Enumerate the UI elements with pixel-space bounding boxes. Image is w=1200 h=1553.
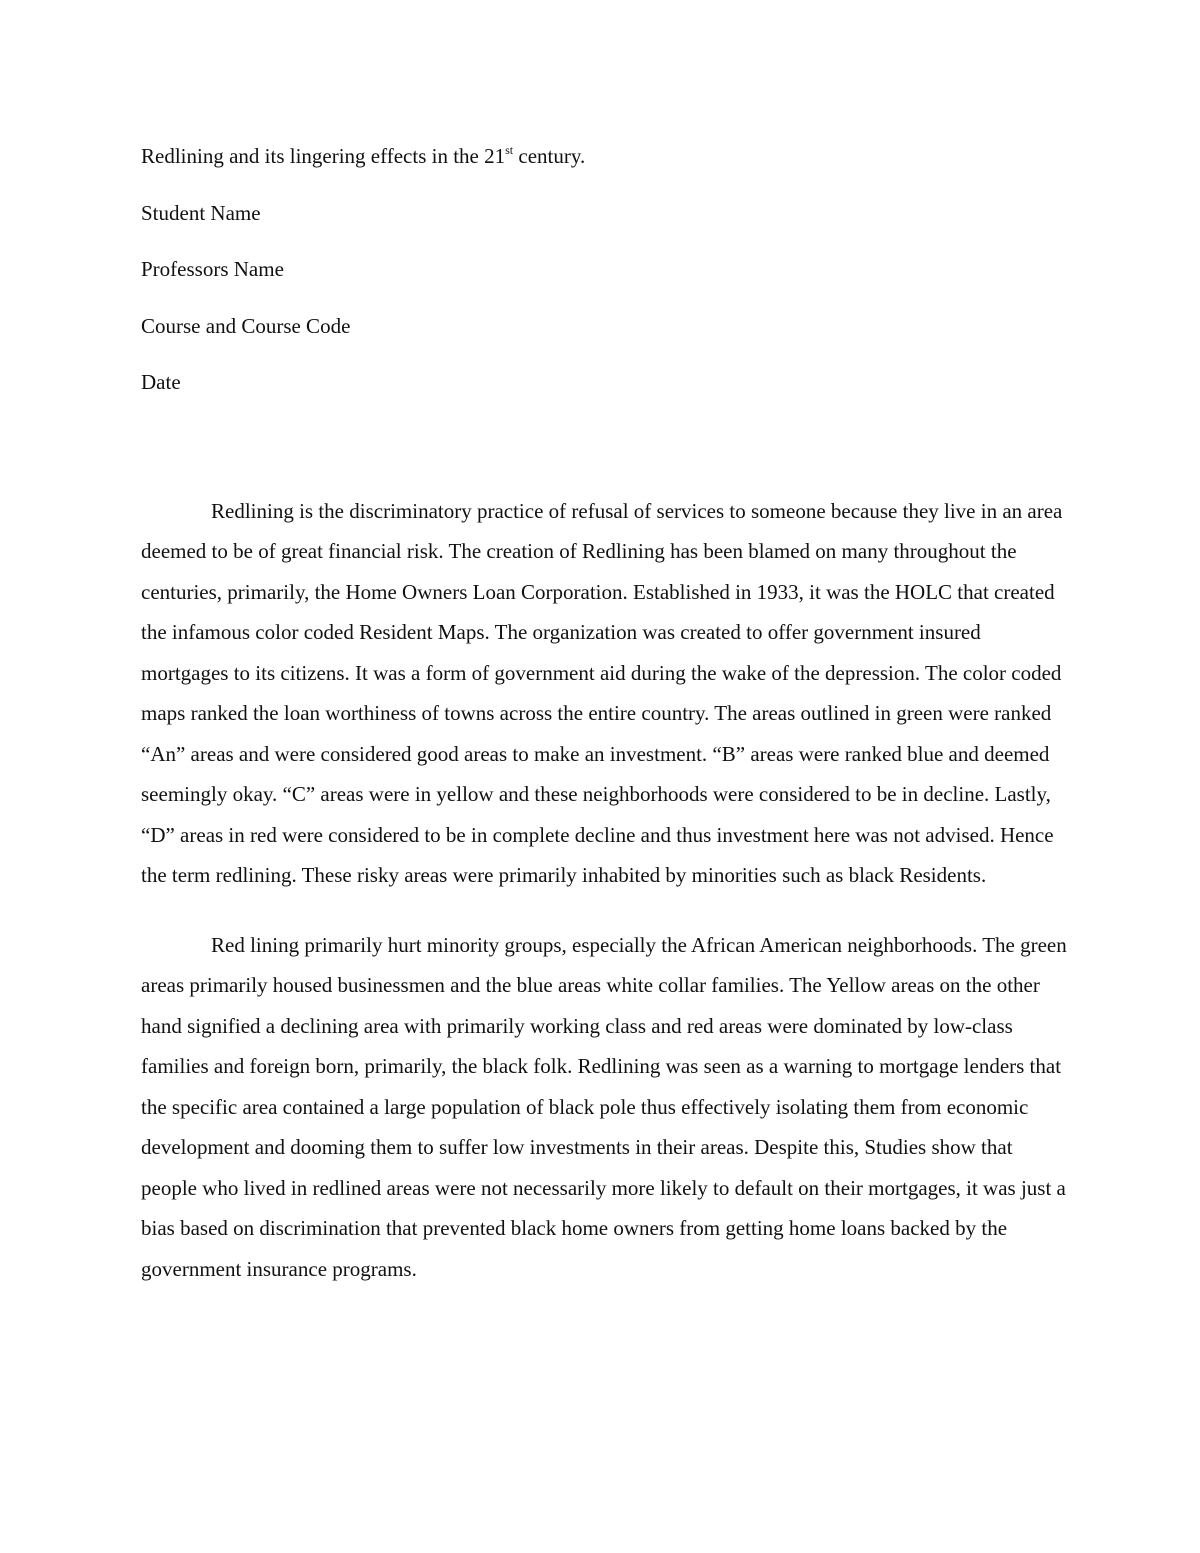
document-title <box>141 140 1071 197</box>
title-text: Redlining and its lingering effects in the 21 <box>141 144 506 168</box>
title-text-end: century. <box>513 144 586 168</box>
title-superscript: st <box>505 143 514 157</box>
body-paragraph-2: Red lining primarily hurt minority groups, especially the African American neighborhoods. The green areas primarily housed businessmen and the blue areas white collar families. The Yellow areas on the other hand signified a declining area with primarily working class and red areas were dominated by low-class families and foreign born, primarily, the black folk. Redlining was seen as a warning to mortgage lenders that the specific area contained a large population of black pole thus effectively isolating them from economic development and dooming them to suffer low investments in their areas. Despite this, Studies show that people who lived in redlined areas were not necessarily more likely to default on their mortgages, it was just a bias based on discrimination that prevented black home owners from getting home loans backed by the government insurance programs. <box>141 932 1067 1281</box>
student-name: Student Name <box>141 200 261 225</box>
professor-name: Professors Name <box>141 257 284 281</box>
document-body <box>141 140 1071 1289</box>
date-line: Date <box>141 370 181 394</box>
body-paragraph-1: Redlining is the discriminatory practice of refusal of services to someone because they live in an area deemed to be of great financial risk. The creation of Redlining has been blamed on many throughout the centuries, primarily, the Home Owners Loan Corporation. Established in 1933, it was the HOLC that created the infamous color coded Resident Maps. The organization was created to offer government insured mortgages to its citizens. It was a form of government aid during the wake of the depression. The color coded maps ranked the loan worthiness of towns across the entire country. The areas outlined in green were ranked “An” areas and were considered good areas to make an investment. “B” areas were ranked blue and deemed seemingly okay. “C” areas were in yellow and these neighborhoods were considered to be in decline. Lastly, “D” areas in red were considered to be in complete decline and thus investment here was not advised. Hence the term redlining. These risky areas were primarily inhabited by minorities such as black Residents. <box>141 498 1063 887</box>
course-code: Course and Course Code <box>141 313 351 338</box>
